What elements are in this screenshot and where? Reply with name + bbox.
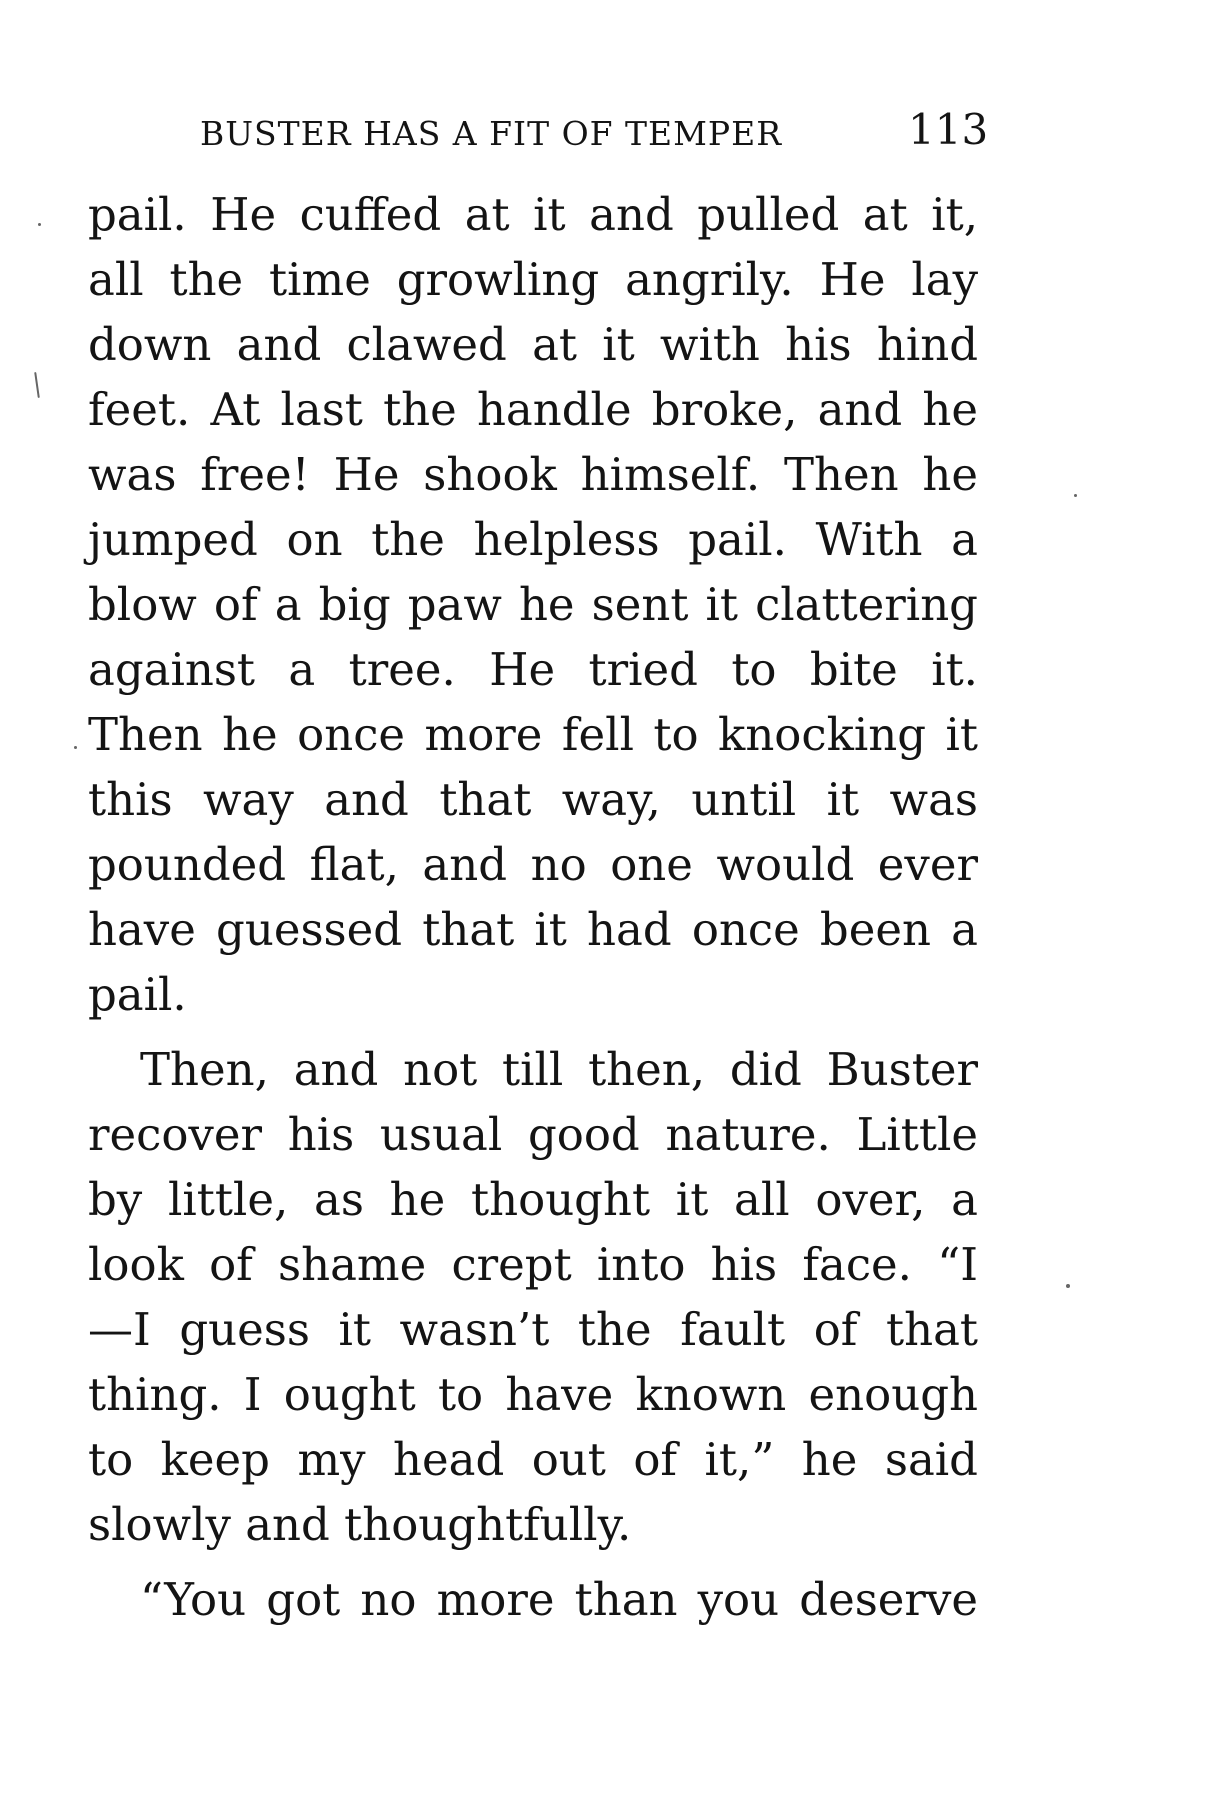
running-title: BUSTER HAS A FIT OF TEMPER bbox=[200, 114, 783, 153]
text-line: this way and that way, until it was bbox=[88, 773, 978, 826]
paper-speck bbox=[34, 372, 40, 398]
text-line: all the time growling angrily. He lay bbox=[88, 253, 978, 306]
page-number: 113 bbox=[908, 105, 989, 154]
text-line: pail. He cuffed at it and pulled at it, bbox=[88, 188, 978, 241]
text-line: —I guess it wasn’t the fault of that bbox=[88, 1303, 978, 1356]
text-line: Then, and not till then, did Buster bbox=[140, 1043, 978, 1096]
text-line: pounded flat, and no one would ever bbox=[88, 838, 978, 891]
text-line: against a tree. He tried to bite it. bbox=[88, 643, 978, 696]
text-line: look of shame crept into his face. “I bbox=[88, 1238, 978, 1291]
paper-speck bbox=[1074, 494, 1077, 497]
text-line: by little, as he thought it all over, a bbox=[88, 1173, 978, 1226]
text-line: jumped on the helpless pail. With a bbox=[88, 513, 978, 566]
paper-speck bbox=[74, 746, 77, 749]
text-line: feet. At last the handle broke, and he bbox=[88, 383, 978, 436]
text-line: slowly and thoughtfully. bbox=[88, 1498, 632, 1551]
text-line: was free! He shook himself. Then he bbox=[88, 448, 978, 501]
paper-speck bbox=[38, 223, 41, 226]
text-line: down and clawed at it with his hind bbox=[88, 318, 978, 371]
text-line: thing. I ought to have known enough bbox=[88, 1368, 978, 1421]
text-line: blow of a big paw he sent it clattering bbox=[88, 578, 978, 631]
text-line: have guessed that it had once been a bbox=[88, 903, 978, 956]
text-line: recover his usual good nature. Little bbox=[88, 1108, 978, 1161]
text-line: pail. bbox=[88, 968, 187, 1021]
text-line: “You got no more than you deserve bbox=[140, 1573, 978, 1626]
text-line: Then he once more fell to knocking it bbox=[88, 708, 978, 761]
paper-speck bbox=[1066, 1284, 1070, 1288]
text-line: to keep my head out of it,” he said bbox=[88, 1433, 978, 1486]
